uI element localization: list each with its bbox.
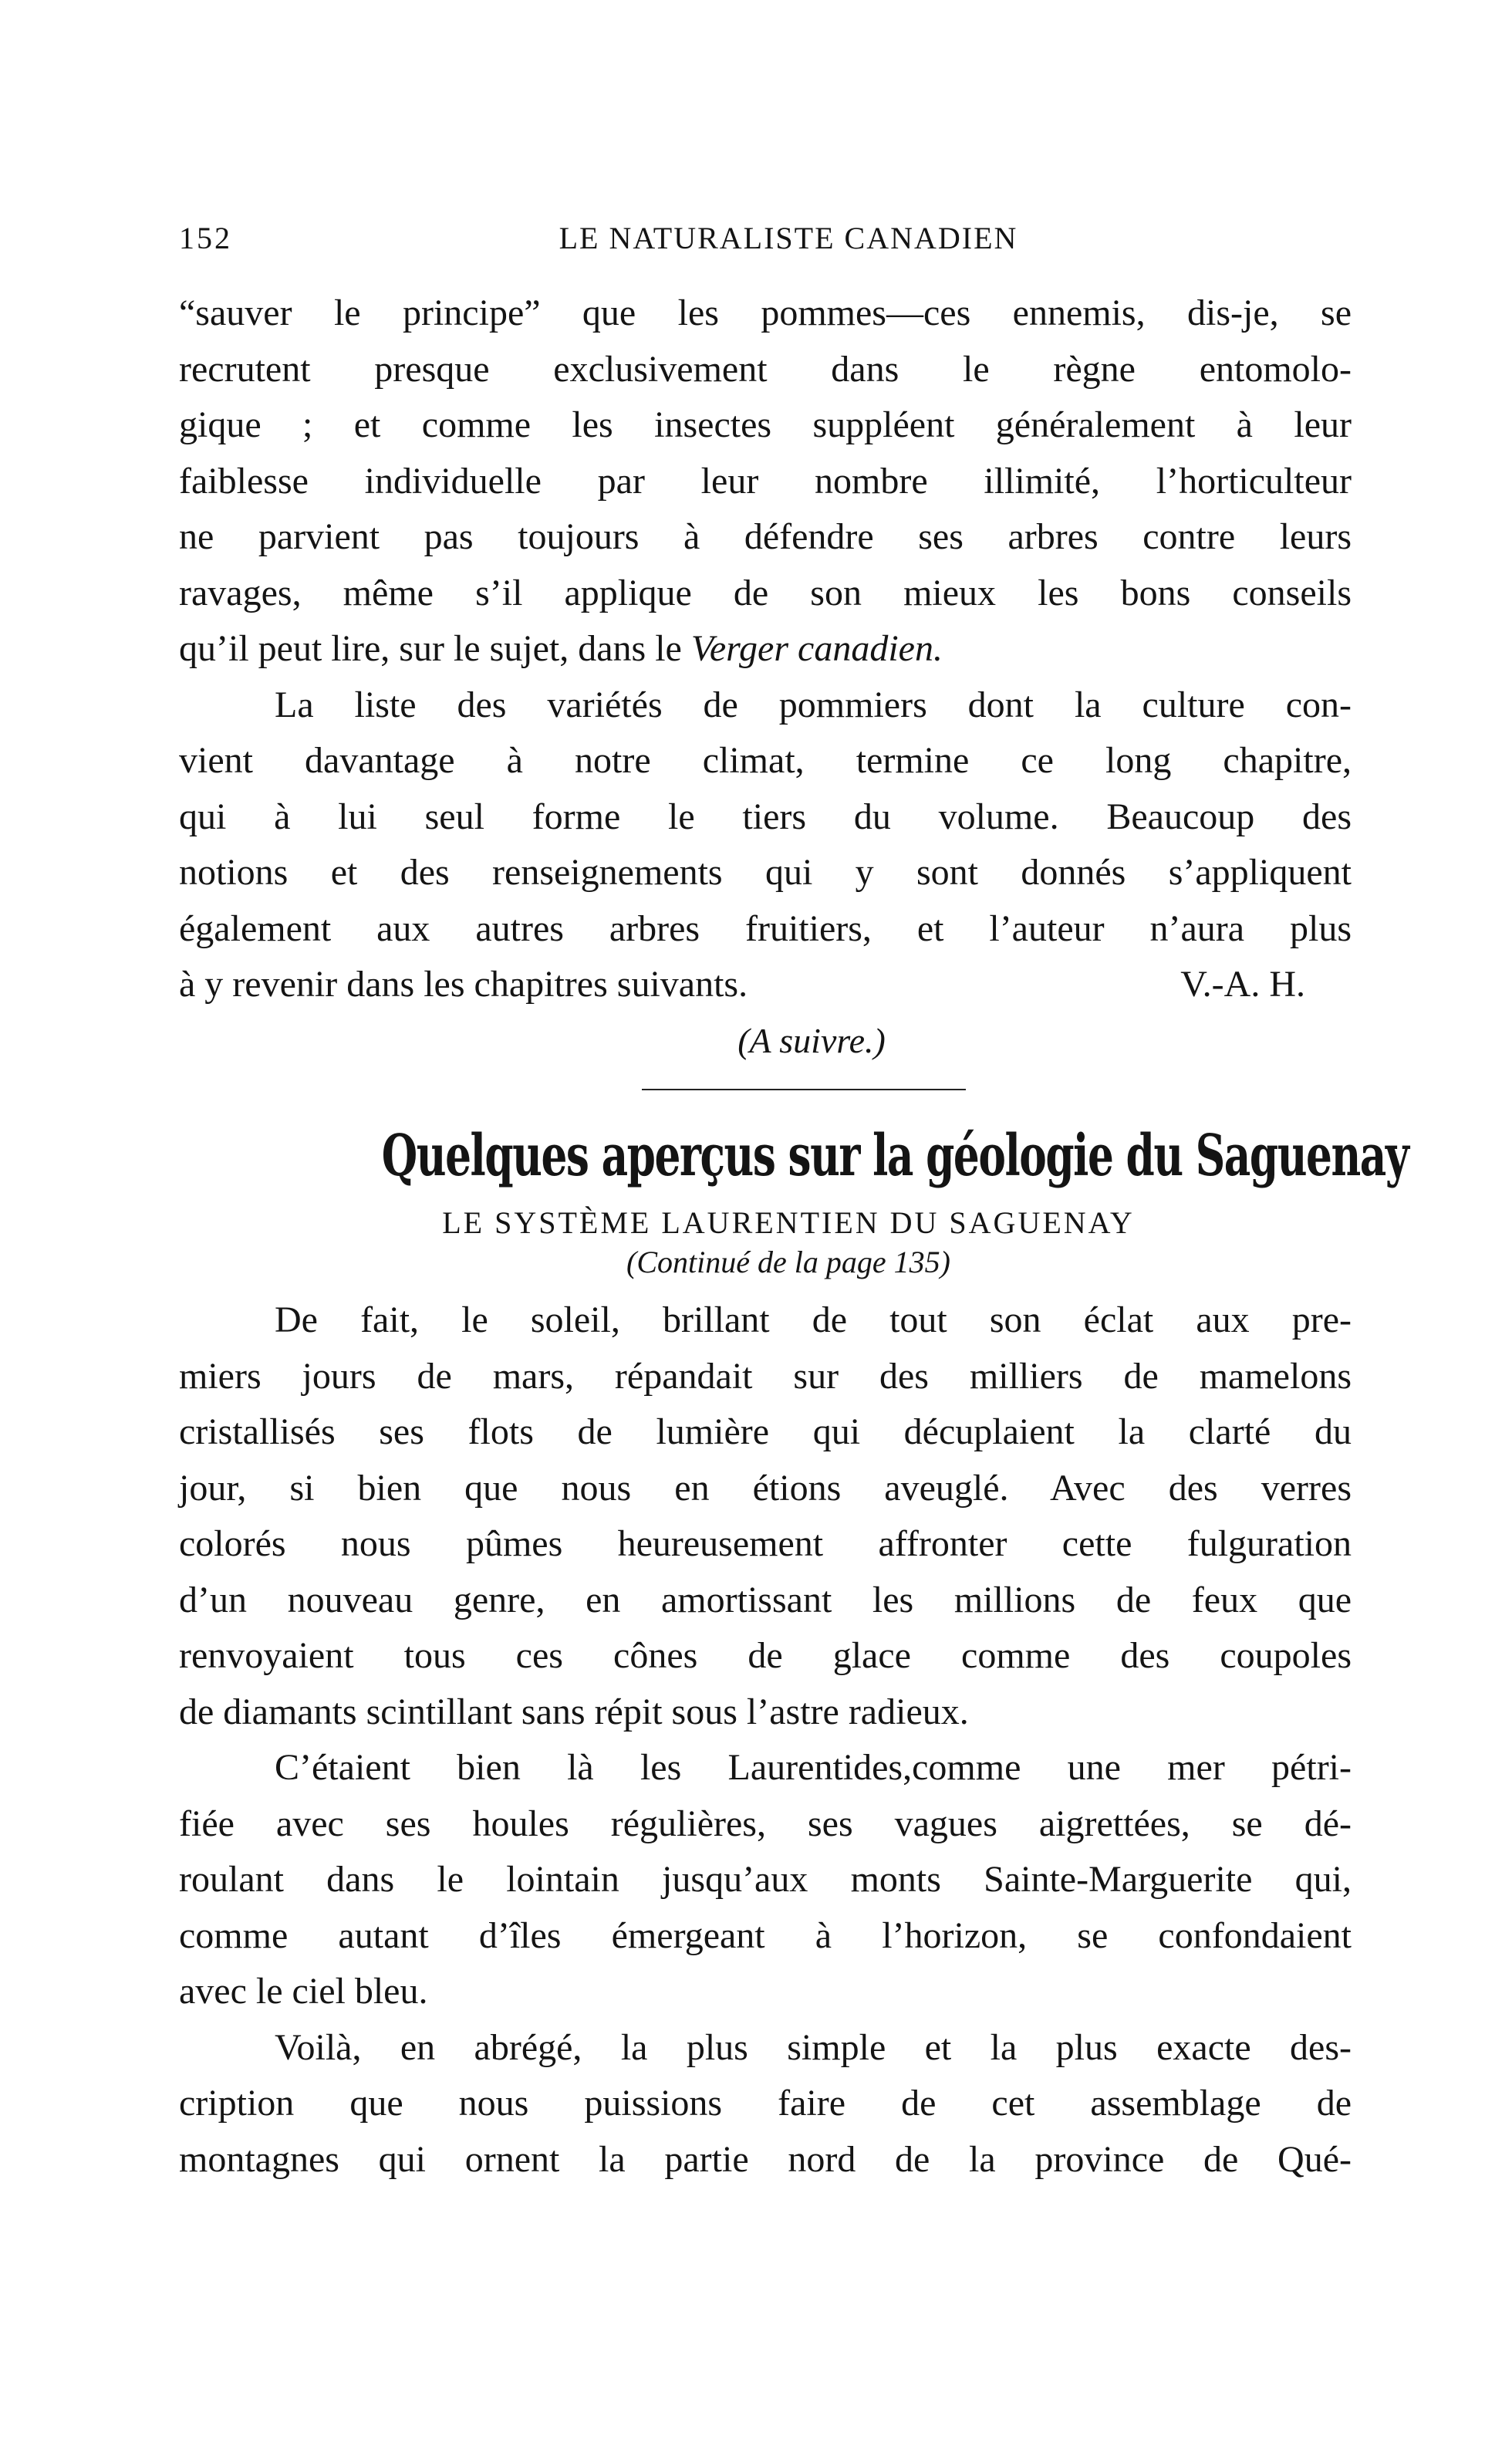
to-be-continued: (A suivre.) xyxy=(737,1020,886,1060)
text-line: De fait, le soleil, brillant de tout son éclat aux pre- xyxy=(275,1299,1352,1340)
text-line: fiée avec ses houles régulières, ses vagues aigrettées, se dé- xyxy=(179,1803,1352,1844)
section-heading: LE SYSTÈME LAURENTIEN DU SAGUENAY xyxy=(442,1205,1135,1240)
text-line: montagnes qui ornent la partie nord de la province de Qué- xyxy=(179,2138,1352,2180)
text-line: faiblesse individuelle par leur nombre illimité, l’horticulteur xyxy=(179,460,1352,502)
text-line: roulant dans le lointain jusqu’aux monts Sainte-Marguerite qui, xyxy=(179,1859,1352,1900)
text-line: “sauver le principe” que les pommes—ces ennemis, dis-je, se xyxy=(179,292,1352,333)
text-line: notions et des renseignements qui y sont donnés s’appliquent xyxy=(179,852,1352,893)
text-line: cription que nous puissions faire de cet assemblage de xyxy=(179,2083,1352,2124)
text-fragment: qu’il peut lire, sur le sujet, dans le xyxy=(179,628,691,669)
paragraph xyxy=(179,1740,1352,2020)
text-line: ne parvient pas toujours à défendre ses arbres contre leurs xyxy=(179,516,1352,557)
text-line: C’étaient bien là les Laurentides,comme une mer pétri- xyxy=(275,1747,1352,1788)
text-line xyxy=(179,621,1352,677)
author-signature: V.-A. H. xyxy=(1180,964,1305,1005)
paragraph xyxy=(179,1292,1352,1740)
text-line: qui à lui seul forme le tiers du volume. Beaucoup des xyxy=(179,796,1352,837)
article-body xyxy=(179,1292,1352,2188)
book-page xyxy=(179,201,1409,2188)
page-number: 152 xyxy=(179,221,232,255)
paragraph xyxy=(179,677,1352,1013)
text-line: renvoyaient tous ces cônes de glace comme des coupoles xyxy=(179,1635,1352,1676)
text-line: miers jours de mars, répandait sur des milliers de mamelons xyxy=(179,1355,1352,1397)
running-head xyxy=(179,201,1352,255)
text-line: également aux autres arbres fruitiers, et l’auteur n’aura plus xyxy=(179,907,1352,949)
text-line: comme autant d’îles émergeant à l’horizon, se confondaient xyxy=(179,1914,1352,1956)
text-line xyxy=(179,957,1352,1013)
paragraph xyxy=(179,286,1352,677)
text-line: Voilà, en abrégé, la plus simple et la plus exacte des- xyxy=(275,2026,1352,2068)
section-divider xyxy=(642,1089,966,1090)
text-line: gique ; et comme les insectes suppléent généralement à leur xyxy=(179,404,1352,445)
text-line: La liste des variétés de pommiers dont la culture con- xyxy=(275,684,1352,725)
text-line: colorés nous pûmes heureusement affronter cette fulguration xyxy=(179,1523,1352,1564)
book-title-italic: Verger canadien. xyxy=(690,628,943,669)
article-title: Quelques aperçus sur la géologie du Saguenay xyxy=(381,1123,1409,1189)
text-line: cristallisés ses flots de lumière qui décuplaient la clarté du xyxy=(179,1411,1352,1452)
text-line: ravages, même s’il applique de son mieux les bons conseils xyxy=(179,572,1352,613)
text-fragment: à y revenir dans les chapitres suivants. xyxy=(179,964,748,1005)
text-line: d’un nouveau genre, en amortissant les millions de feux que xyxy=(179,1579,1352,1620)
journal-title: LE NATURALISTE CANADIEN xyxy=(559,221,1018,255)
text-line: vient davantage à notre climat, termine ce long chapitre, xyxy=(179,740,1352,781)
continued-from-note: (Continué de la page 135) xyxy=(626,1245,950,1279)
text-line: avec le ciel bleu. xyxy=(179,1971,428,2012)
text-line: recrutent presque exclusivement dans le règne entomolo- xyxy=(179,348,1352,390)
text-line: de diamants scintillant sans répit sous l’astre radieux. xyxy=(179,1691,969,1732)
text-line: jour, si bien que nous en étions aveuglé. Avec des verres xyxy=(179,1467,1352,1509)
paragraph xyxy=(179,2020,1352,2188)
previous-article-body xyxy=(179,286,1352,1069)
